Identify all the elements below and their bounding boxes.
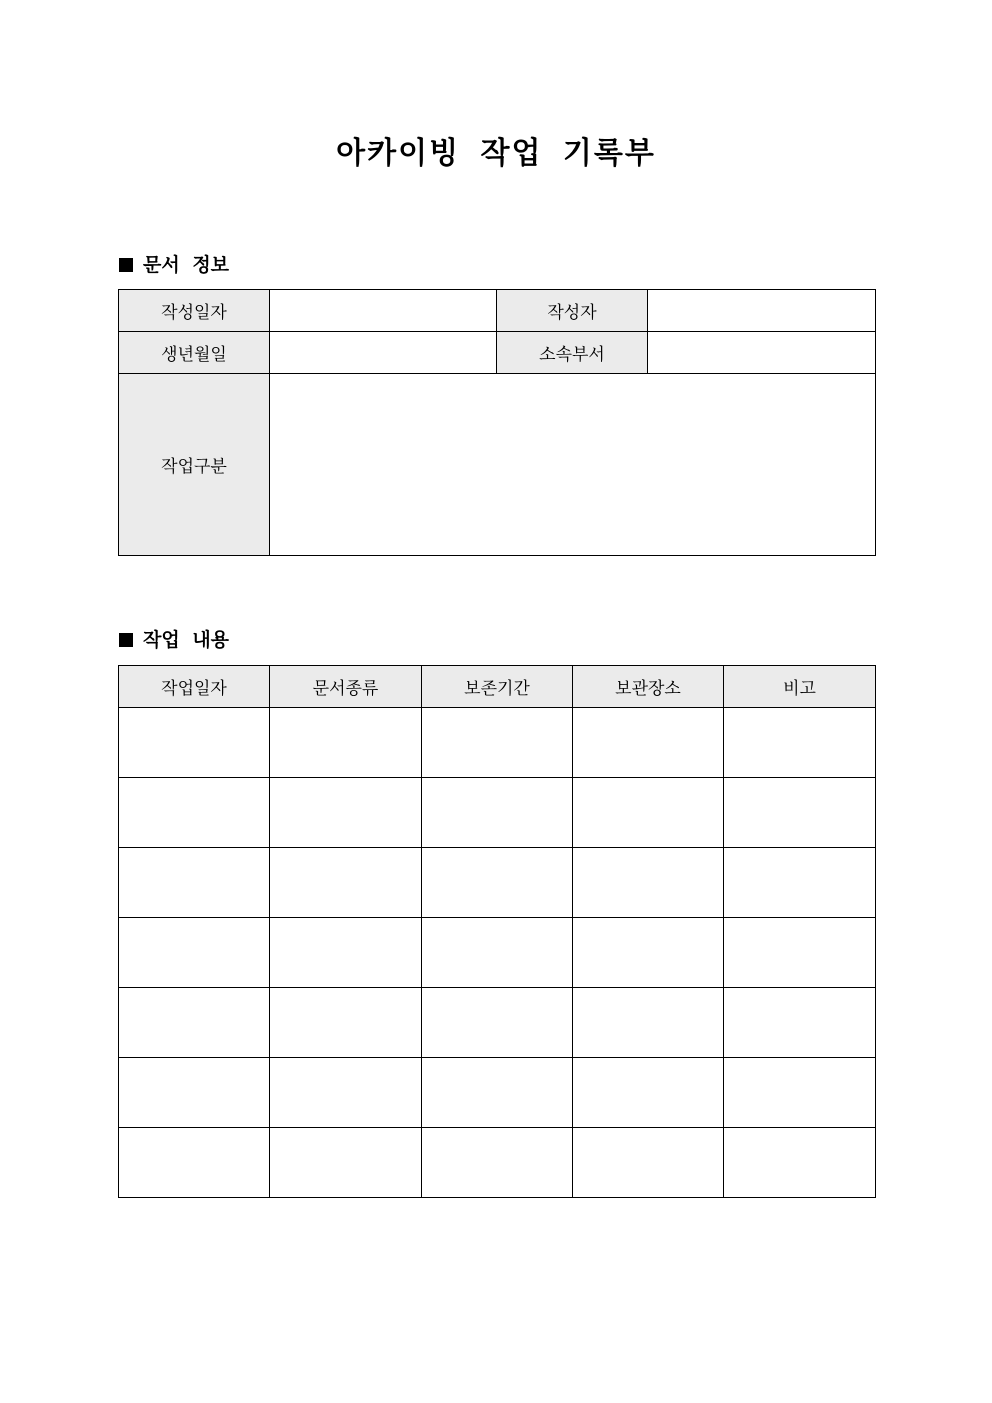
written-date-field[interactable] [270, 290, 497, 332]
cell-document-type[interactable] [270, 988, 422, 1058]
cell-document-type[interactable] [270, 778, 422, 848]
cell-remarks[interactable] [724, 918, 876, 988]
cell-storage-location[interactable] [573, 1128, 724, 1198]
table-row [119, 1058, 876, 1128]
cell-work-date[interactable] [119, 848, 270, 918]
table-row [119, 918, 876, 988]
work-content-table [118, 665, 876, 1198]
label-written-date: 작성일자 [119, 290, 270, 332]
table-row [119, 988, 876, 1058]
cell-document-type[interactable] [270, 918, 422, 988]
cell-remarks[interactable] [724, 1058, 876, 1128]
section-heading-text: 문서 정보 [143, 254, 230, 276]
cell-work-date[interactable] [119, 1058, 270, 1128]
cell-retention-period[interactable] [422, 988, 573, 1058]
cell-retention-period[interactable] [422, 708, 573, 778]
cell-retention-period[interactable] [422, 1058, 573, 1128]
cell-retention-period[interactable] [422, 778, 573, 848]
birth-date-field[interactable] [270, 332, 497, 374]
cell-storage-location[interactable] [573, 778, 724, 848]
column-header-retention-period: 보존기간 [422, 666, 573, 708]
column-header-remarks: 비고 [724, 666, 876, 708]
table-row [119, 848, 876, 918]
page-title: 아카이빙 작업 기록부 [336, 136, 656, 171]
table-row [119, 708, 876, 778]
work-table-header-row [119, 666, 876, 708]
cell-work-date[interactable] [119, 708, 270, 778]
section-heading-work-content [119, 628, 229, 652]
table-row [119, 778, 876, 848]
section-heading-doc-info [119, 253, 229, 277]
info-row-work-type [119, 374, 876, 556]
cell-document-type[interactable] [270, 708, 422, 778]
cell-storage-location[interactable] [573, 918, 724, 988]
cell-storage-location[interactable] [573, 1058, 724, 1128]
cell-storage-location[interactable] [573, 848, 724, 918]
cell-retention-period[interactable] [422, 918, 573, 988]
cell-storage-location[interactable] [573, 988, 724, 1058]
cell-document-type[interactable] [270, 848, 422, 918]
label-author: 작성자 [497, 290, 648, 332]
cell-document-type[interactable] [270, 1128, 422, 1198]
info-row-2 [119, 332, 876, 374]
work-type-field[interactable] [270, 374, 876, 556]
cell-remarks[interactable] [724, 708, 876, 778]
author-field[interactable] [648, 290, 876, 332]
cell-work-date[interactable] [119, 918, 270, 988]
info-row-1 [119, 290, 876, 332]
square-bullet-icon [119, 633, 133, 647]
cell-storage-location[interactable] [573, 708, 724, 778]
cell-retention-period[interactable] [422, 1128, 573, 1198]
cell-work-date[interactable] [119, 778, 270, 848]
column-header-work-date: 작업일자 [119, 666, 270, 708]
cell-document-type[interactable] [270, 1058, 422, 1128]
cell-remarks[interactable] [724, 848, 876, 918]
column-header-storage-location: 보관장소 [573, 666, 724, 708]
section-heading-text: 작업 내용 [143, 629, 230, 651]
label-department: 소속부서 [497, 332, 648, 374]
cell-work-date[interactable] [119, 988, 270, 1058]
square-bullet-icon [119, 258, 133, 272]
label-work-type: 작업구분 [119, 374, 270, 556]
cell-retention-period[interactable] [422, 848, 573, 918]
cell-remarks[interactable] [724, 778, 876, 848]
document-info-table [118, 289, 876, 556]
cell-work-date[interactable] [119, 1128, 270, 1198]
table-row [119, 1128, 876, 1198]
department-field[interactable] [648, 332, 876, 374]
label-birth-date: 생년월일 [119, 332, 270, 374]
column-header-document-type: 문서종류 [270, 666, 422, 708]
cell-remarks[interactable] [724, 988, 876, 1058]
cell-remarks[interactable] [724, 1128, 876, 1198]
